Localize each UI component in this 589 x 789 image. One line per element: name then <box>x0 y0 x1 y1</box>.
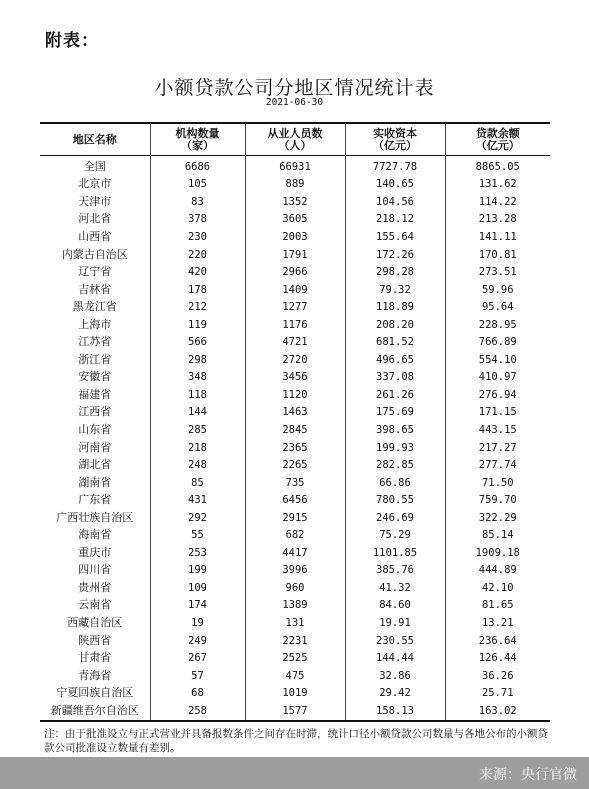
cell-employees: 2845 <box>245 421 345 439</box>
table-row <box>40 684 550 702</box>
cell-employees: 2525 <box>245 649 345 667</box>
table-row <box>40 614 550 632</box>
cell-employees: 2720 <box>245 351 345 369</box>
table-row <box>40 316 550 334</box>
cell-capital: 175.69 <box>345 404 445 422</box>
column-header-unit: （家） <box>181 138 214 152</box>
table-row <box>40 156 550 176</box>
cell-capital: 79.32 <box>345 281 445 299</box>
cell-loans: 141.11 <box>445 228 550 246</box>
cell-region: 北京市 <box>78 177 112 191</box>
cell-region: 福建省 <box>78 387 112 401</box>
cell-capital: 246.69 <box>345 509 445 527</box>
table-row <box>40 562 550 580</box>
cell-employees: 1277 <box>245 298 345 316</box>
cell-institutions: 57 <box>150 667 245 685</box>
cell-employees: 735 <box>245 474 345 492</box>
cell-capital: 19.91 <box>345 614 445 632</box>
cell-institutions: 230 <box>150 228 245 246</box>
column-header-unit: （亿元） <box>373 138 417 152</box>
cell-institutions: 178 <box>150 281 245 299</box>
cell-capital: 496.65 <box>345 351 445 369</box>
cell-region: 江苏省 <box>78 335 112 349</box>
column-header-loans <box>445 123 550 156</box>
cell-institutions: 420 <box>150 263 245 281</box>
cell-institutions: 298 <box>150 351 245 369</box>
cell-institutions: 199 <box>150 562 245 580</box>
cell-loans: 71.50 <box>445 474 550 492</box>
cell-region: 宁夏回族自治区 <box>56 686 134 700</box>
source-bar <box>0 757 589 789</box>
cell-capital: 780.55 <box>345 491 445 509</box>
cell-capital: 104.56 <box>345 193 445 211</box>
cell-employees: 1409 <box>245 281 345 299</box>
cell-employees: 889 <box>245 176 345 194</box>
cell-capital: 298.28 <box>345 263 445 281</box>
table-row <box>40 369 550 387</box>
column-header-unit: （人） <box>278 138 312 152</box>
cell-institutions: 6686 <box>150 156 245 176</box>
cell-capital: 41.32 <box>345 579 445 597</box>
cell-capital: 7727.78 <box>345 156 445 176</box>
cell-loans: 170.81 <box>445 246 550 264</box>
column-header-employees <box>245 123 345 156</box>
cell-loans: 410.97 <box>445 369 550 387</box>
cell-loans: 8865.05 <box>445 156 550 176</box>
cell-institutions: 85 <box>150 474 245 492</box>
table-row <box>40 228 550 246</box>
cell-institutions: 119 <box>150 316 245 334</box>
table-body <box>40 156 550 721</box>
cell-employees: 3996 <box>245 562 345 580</box>
cell-capital: 385.76 <box>345 562 445 580</box>
cell-capital: 1101.85 <box>345 544 445 562</box>
cell-region: 全国 <box>83 159 106 173</box>
cell-loans: 171.15 <box>445 404 550 422</box>
cell-region: 河南省 <box>78 440 112 454</box>
cell-loans: 126.44 <box>445 649 550 667</box>
table-row <box>40 439 550 457</box>
cell-loans: 217.27 <box>445 439 550 457</box>
cell-employees: 2365 <box>245 439 345 457</box>
cell-employees: 1120 <box>245 386 345 404</box>
cell-loans: 114.22 <box>445 193 550 211</box>
cell-employees: 1389 <box>245 597 345 615</box>
cell-employees: 2915 <box>245 509 345 527</box>
column-header-capital <box>345 123 445 156</box>
cell-loans: 13.21 <box>445 614 550 632</box>
cell-loans: 81.65 <box>445 597 550 615</box>
cell-loans: 25.71 <box>445 684 550 702</box>
cell-institutions: 258 <box>150 702 245 721</box>
table-row <box>40 526 550 544</box>
cell-region: 海南省 <box>78 528 112 542</box>
cell-loans: 766.89 <box>445 333 550 351</box>
cell-region: 湖南省 <box>78 475 112 489</box>
cell-region: 江西省 <box>78 405 112 419</box>
table-row <box>40 298 550 316</box>
cell-capital: 144.44 <box>345 649 445 667</box>
cell-loans: 36.26 <box>445 667 550 685</box>
cell-institutions: 248 <box>150 456 245 474</box>
cell-capital: 84.60 <box>345 597 445 615</box>
cell-capital: 398.65 <box>345 421 445 439</box>
table-row <box>40 421 550 439</box>
table-row <box>40 281 550 299</box>
cell-employees: 960 <box>245 579 345 597</box>
cell-institutions: 253 <box>150 544 245 562</box>
cell-employees: 2231 <box>245 632 345 650</box>
cell-employees: 475 <box>245 667 345 685</box>
cell-loans: 443.15 <box>445 421 550 439</box>
cell-region: 辽宁省 <box>78 265 112 279</box>
cell-employees: 2265 <box>245 456 345 474</box>
cell-employees: 3456 <box>245 369 345 387</box>
cell-capital: 118.89 <box>345 298 445 316</box>
column-header-label: 从业人员数 <box>267 126 323 140</box>
cell-capital: 172.26 <box>345 246 445 264</box>
cell-employees: 66931 <box>245 156 345 176</box>
cell-institutions: 109 <box>150 579 245 597</box>
cell-loans: 276.94 <box>445 386 550 404</box>
table-row <box>40 649 550 667</box>
cell-institutions: 348 <box>150 369 245 387</box>
table-row <box>40 333 550 351</box>
table-row <box>40 667 550 685</box>
cell-region: 新疆维吾尔自治区 <box>40 702 150 721</box>
cell-institutions: 292 <box>150 509 245 527</box>
cell-capital: 155.64 <box>345 228 445 246</box>
table-row <box>40 544 550 562</box>
cell-institutions: 174 <box>150 597 245 615</box>
cell-region: 贵州省 <box>78 580 112 594</box>
cell-capital: 66.86 <box>345 474 445 492</box>
cell-institutions: 285 <box>150 421 245 439</box>
cell-employees: 2966 <box>245 263 345 281</box>
cell-region: 浙江省 <box>78 352 112 366</box>
cell-employees: 2003 <box>245 228 345 246</box>
cell-employees: 1463 <box>245 404 345 422</box>
cell-region: 天津市 <box>78 194 112 208</box>
cell-region: 西藏自治区 <box>67 615 123 629</box>
cell-institutions: 68 <box>150 684 245 702</box>
column-header-label: 贷款余额 <box>475 126 520 140</box>
cell-loans: 85.14 <box>445 526 550 544</box>
cell-institutions: 218 <box>150 439 245 457</box>
cell-institutions: 83 <box>150 193 245 211</box>
cell-capital: 158.13 <box>345 702 445 721</box>
cell-region: 广东省 <box>78 493 112 507</box>
table-title: 小额贷款公司分地区情况统计表 <box>154 77 435 99</box>
cell-capital: 32.86 <box>345 667 445 685</box>
cell-loans: 236.64 <box>445 632 550 650</box>
cell-loans: 277.74 <box>445 456 550 474</box>
cell-region: 安徽省 <box>78 370 112 384</box>
table-row <box>40 193 550 211</box>
cell-region: 重庆市 <box>78 545 112 559</box>
table-row <box>40 386 550 404</box>
cell-loans: 213.28 <box>445 211 550 229</box>
cell-loans: 95.64 <box>445 298 550 316</box>
cell-loans: 444.89 <box>445 562 550 580</box>
cell-region: 河北省 <box>78 212 112 226</box>
cell-employees: 1176 <box>245 316 345 334</box>
cell-loans: 759.70 <box>445 491 550 509</box>
cell-institutions: 118 <box>150 386 245 404</box>
cell-capital: 75.29 <box>345 526 445 544</box>
cell-region: 山西省 <box>78 229 112 243</box>
cell-loans: 322.29 <box>445 509 550 527</box>
cell-institutions: 19 <box>150 614 245 632</box>
cell-institutions: 431 <box>150 491 245 509</box>
table-row <box>40 263 550 281</box>
cell-capital: 230.55 <box>345 632 445 650</box>
cell-loans: 1909.18 <box>445 544 550 562</box>
cell-institutions: 378 <box>150 211 245 229</box>
table-row <box>40 491 550 509</box>
table-row <box>40 474 550 492</box>
cell-institutions: 144 <box>150 404 245 422</box>
cell-region: 黑龙江省 <box>72 300 117 314</box>
cell-region: 甘肃省 <box>78 651 112 665</box>
appendix-heading: 附表： <box>45 31 99 51</box>
cell-region: 上海市 <box>78 317 112 331</box>
statistics-table <box>40 122 550 722</box>
cell-employees: 1791 <box>245 246 345 264</box>
table-row <box>40 246 550 264</box>
cell-employees: 131 <box>245 614 345 632</box>
table-row <box>40 211 550 229</box>
table-row <box>40 702 550 721</box>
cell-region: 内蒙古自治区 <box>61 247 128 261</box>
table-header-row <box>40 123 550 156</box>
cell-institutions: 267 <box>150 649 245 667</box>
source-label: 来源：央行官微 <box>479 767 577 783</box>
table-row <box>40 351 550 369</box>
cell-loans: 59.96 <box>445 281 550 299</box>
cell-loans: 228.95 <box>445 316 550 334</box>
cell-loans: 163.02 <box>445 702 550 721</box>
cell-region: 湖北省 <box>78 458 112 472</box>
cell-loans: 273.51 <box>445 263 550 281</box>
table-row <box>40 456 550 474</box>
cell-capital: 681.52 <box>345 333 445 351</box>
cell-region: 吉林省 <box>78 282 112 296</box>
cell-institutions: 566 <box>150 333 245 351</box>
cell-loans: 42.10 <box>445 579 550 597</box>
cell-employees: 6456 <box>245 491 345 509</box>
table-row <box>40 404 550 422</box>
cell-region: 广西壮族自治区 <box>56 510 134 524</box>
table-row <box>40 632 550 650</box>
cell-capital: 282.85 <box>345 456 445 474</box>
cell-employees: 4417 <box>245 544 345 562</box>
cell-region: 陕西省 <box>78 633 112 647</box>
column-header-institutions <box>150 123 245 156</box>
table-row <box>40 509 550 527</box>
cell-institutions: 55 <box>150 526 245 544</box>
column-header-label: 机构数量 <box>175 126 220 140</box>
footnote: 注：由于批准设立与正式营业并具备报数条件之间存在时滞，统计口径小额贷款公司数量与各地公布的小额贷款公司批准设立数量有差别。 <box>44 728 548 754</box>
cell-capital: 140.65 <box>345 176 445 194</box>
cell-capital: 337.08 <box>345 369 445 387</box>
cell-region: 云南省 <box>78 598 112 612</box>
column-header-unit: （亿元） <box>475 138 520 152</box>
cell-employees: 1352 <box>245 193 345 211</box>
table-date: 2021-06-30 <box>265 97 324 108</box>
cell-institutions: 212 <box>150 298 245 316</box>
cell-employees: 3605 <box>245 211 345 229</box>
cell-capital: 199.93 <box>345 439 445 457</box>
cell-region: 青海省 <box>78 668 112 682</box>
cell-capital: 208.20 <box>345 316 445 334</box>
cell-institutions: 220 <box>150 246 245 264</box>
cell-capital: 29.42 <box>345 684 445 702</box>
cell-region: 四川省 <box>78 563 112 577</box>
table-row <box>40 597 550 615</box>
cell-region: 山东省 <box>78 422 112 436</box>
table-row <box>40 579 550 597</box>
cell-employees: 1577 <box>245 702 345 721</box>
cell-capital: 218.12 <box>345 211 445 229</box>
cell-loans: 554.10 <box>445 351 550 369</box>
cell-institutions: 249 <box>150 632 245 650</box>
cell-capital: 261.26 <box>345 386 445 404</box>
cell-loans: 131.62 <box>445 176 550 194</box>
cell-employees: 1019 <box>245 684 345 702</box>
column-header-label: 实收资本 <box>373 126 417 140</box>
cell-employees: 4721 <box>245 333 345 351</box>
column-header-region <box>40 123 150 156</box>
cell-employees: 682 <box>245 526 345 544</box>
table-row <box>40 176 550 194</box>
column-header-label: 地区名称 <box>72 132 117 146</box>
cell-institutions: 105 <box>150 176 245 194</box>
